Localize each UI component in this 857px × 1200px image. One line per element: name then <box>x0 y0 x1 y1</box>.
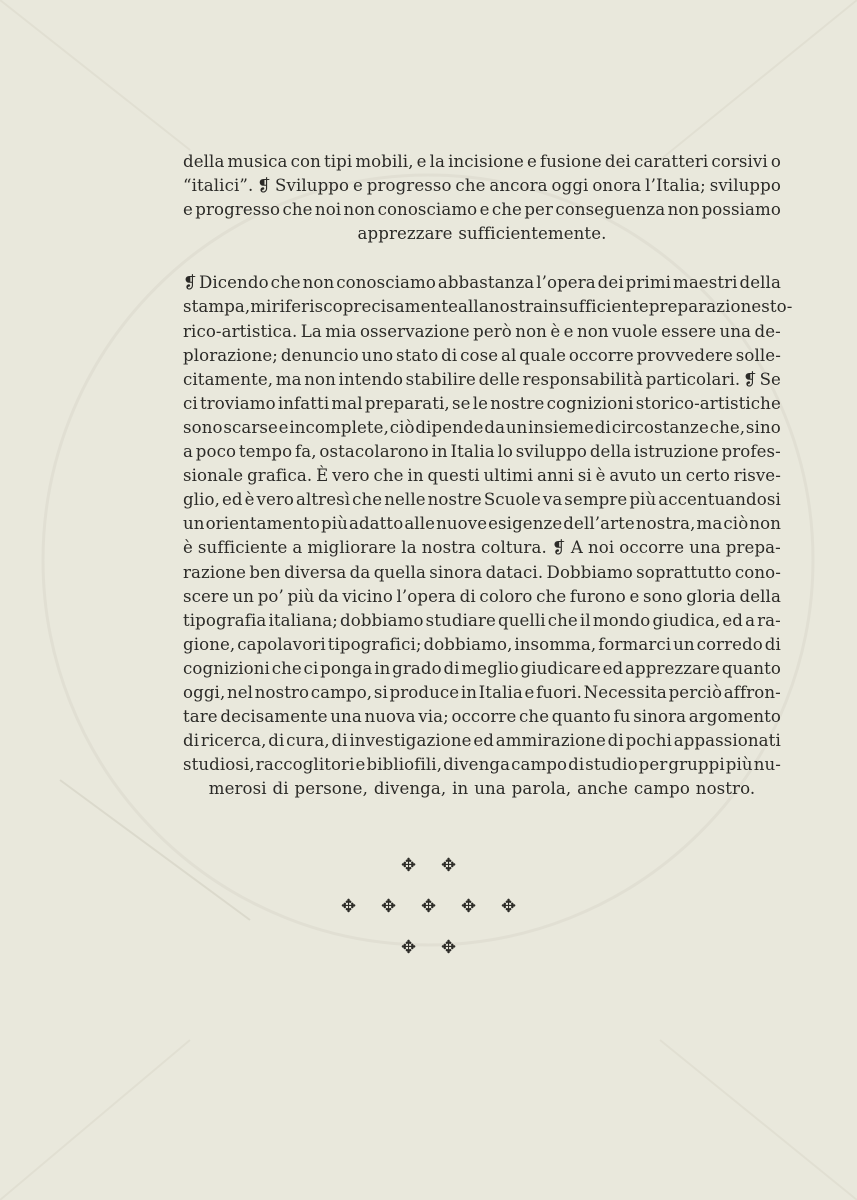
text-line: studiosi, raccoglitori e bibliofili, divenga campo di studio per gruppi più nu- <box>183 755 781 775</box>
cross-ornament-icon: ✥ <box>380 896 397 917</box>
text-line: tare decisamente una nuova via; occorre che quanto fu sinora argomento <box>183 707 781 727</box>
text-line: ❡ Dicendo che non conosciamo abbastanza l’opera dei primi maestri della <box>183 273 781 293</box>
cross-ornament-icon: ✥ <box>460 896 477 917</box>
text-line: oggi, nel nostro campo, si produce in Italia e fuori. Necessita perciò affron- <box>183 682 781 702</box>
text-line: apprezzare sufficientemente. <box>357 224 607 244</box>
cross-ornament-icon: ✥ <box>440 937 457 958</box>
cross-ornament-icon: ✥ <box>400 937 417 958</box>
paragraph-2 <box>183 271 793 801</box>
text-line: un orientamento più adatto alle nuove esigenze dell’arte nostra, ma ciò non <box>183 514 781 534</box>
text-line: scere un po’ più da vicino l’opera di coloro che furono e sono gloria della <box>183 586 781 606</box>
cross-ornament-icon: ✥ <box>440 855 457 876</box>
text-line: a poco tempo fa, ostacolarono in Italia lo sviluppo della istruzione profes- <box>183 442 781 462</box>
ornament-row <box>0 927 857 968</box>
text-line: “italici”. ❡ Sviluppo e progresso che ancora oggi onora l’Italia; sviluppo <box>183 176 781 196</box>
cross-ornament-icon: ✥ <box>340 896 357 917</box>
text-line: citamente, ma non intendo stabilire delle responsabilità particolari. ❡ Se <box>183 369 781 389</box>
text-line: gione, capolavori tipografici; dobbiamo, insomma, formarci un corredo di <box>183 634 781 654</box>
text-line: plorazione; denuncio uno stato di cose al quale occorre provvedere solle- <box>183 345 781 365</box>
text-line: razione ben diversa da quella sinora dataci. Dobbiamo soprattutto cono- <box>183 562 781 582</box>
text-line: stampa, mi riferisco precisamente alla nostra insufficiente preparazione sto- <box>183 297 793 317</box>
text-line: della musica con tipi mobili, e la incisione e fusione dei caratteri corsivi o <box>183 152 781 171</box>
text-line: rico-artistica. La mia osservazione però non è e non vuole essere una de- <box>183 321 781 341</box>
text-line: è sufficiente a migliorare la nostra coltura. ❡ A noi occorre una prepa- <box>183 538 781 558</box>
cross-ornament-group <box>0 845 857 968</box>
text-line: sionale grafica. È vero che in questi ultimi anni si è avuto un certo risve- <box>183 466 781 486</box>
ornament-row <box>0 845 857 886</box>
cross-ornament-icon: ✥ <box>420 896 437 917</box>
paragraph-1 <box>183 150 781 246</box>
text-line: cognizioni che ci ponga in grado di meglio giudicare ed apprezzare quanto <box>183 658 781 678</box>
text-line: ci troviamo infatti mal preparati, se le nostre cognizioni storico-artistiche <box>183 393 781 413</box>
text-line: glio, ed è vero altresì che nelle nostre Scuole va sempre più accentuandosi <box>183 490 781 510</box>
ornament-row <box>0 886 857 927</box>
paragraph-gap <box>183 246 781 271</box>
text-line: di ricerca, di cura, di investigazione ed ammirazione di pochi appassionati <box>183 731 781 751</box>
text-line: e progresso che noi non conosciamo e che per conseguenza non possiamo <box>183 200 781 220</box>
text-line: sono scarse e incomplete, ciò dipende da un insieme di circostanze che, sino <box>183 417 781 437</box>
text-line: merosi di persone, divenga, in una parola, anche campo nostro. <box>208 779 756 799</box>
body-text <box>183 150 793 801</box>
cross-ornament-icon: ✥ <box>400 855 417 876</box>
text-line: tipografia italiana; dobbiamo studiare quelli che il mondo giudica, ed a ra- <box>183 610 781 630</box>
cross-ornament-icon: ✥ <box>500 896 517 917</box>
